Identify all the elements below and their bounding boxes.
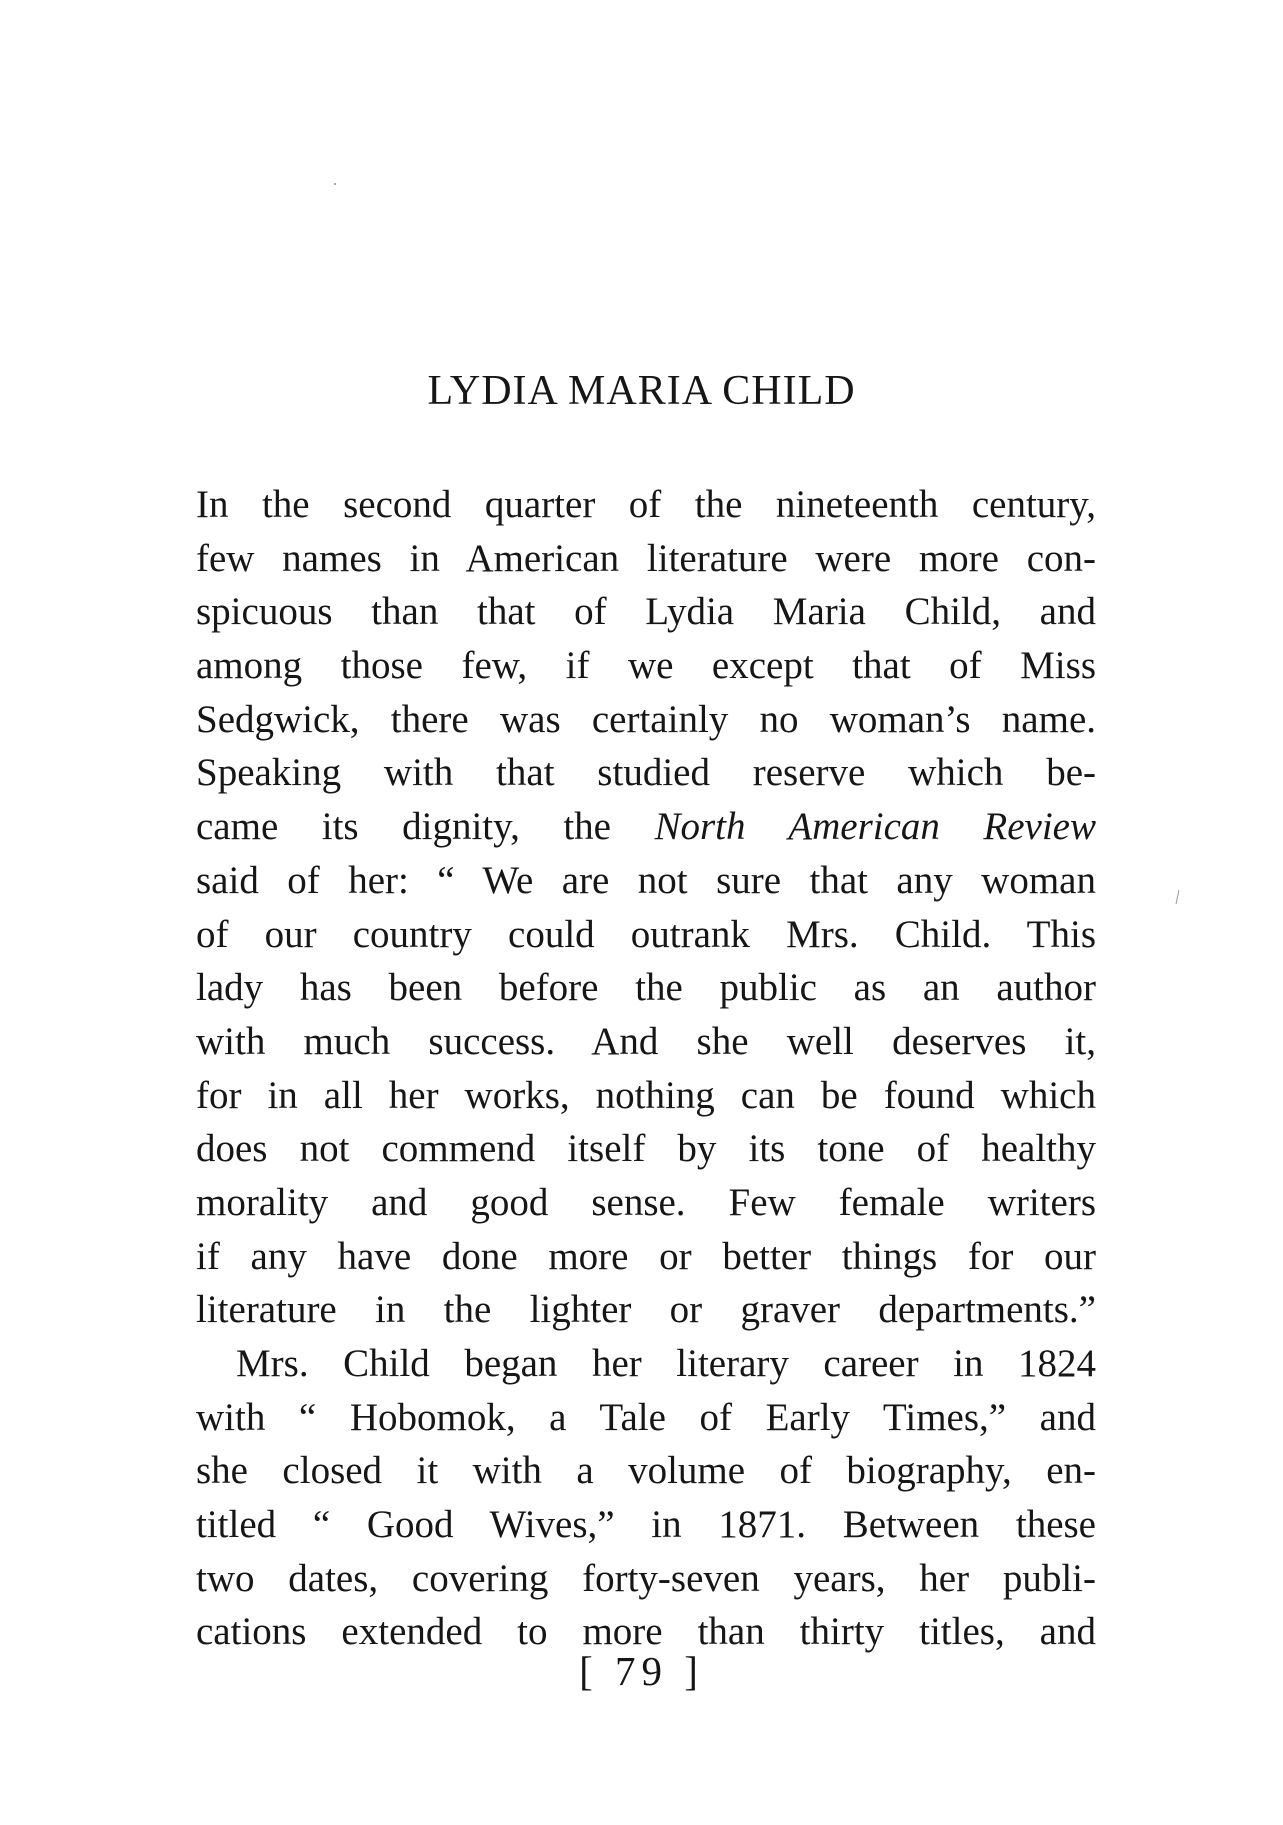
text-line: said of her: “ We are not sure that any woman: [196, 858, 1096, 902]
text-line: Speaking with that studied reserve which be-: [196, 751, 1096, 795]
text-line: she closed it with a volume of biography, en-: [196, 1449, 1096, 1493]
text-line: among those few, if we except that of Miss: [196, 644, 1096, 688]
text-line: lady has been before the public as an author: [196, 966, 1096, 1010]
text-line: literature in the lighter or graver departments.”: [196, 1288, 1096, 1332]
page-number: [ 79 ]: [579, 1648, 704, 1694]
text-line-with-italic: [196, 800, 1096, 854]
text-line: few names in American literature were more con-: [196, 536, 1096, 580]
paper-speck: [334, 183, 336, 185]
margin-mark: [1176, 890, 1180, 904]
text-line: for in all her works, nothing can be found which: [196, 1073, 1096, 1117]
text-line: morality and good sense. Few female writers: [196, 1180, 1096, 1224]
text-line: In the second quarter of the nineteenth century,: [196, 483, 1096, 526]
text-line: spicuous than that of Lydia Maria Child, and: [196, 590, 1096, 634]
text-line: with much success. And she well deserves it,: [196, 1019, 1096, 1063]
body-text: [196, 478, 1096, 1659]
text-line: Sedgwick, there was certainly no woman’s name.: [196, 697, 1096, 741]
italic-title: North American Review: [654, 805, 1096, 849]
text-line: of our country could outrank Mrs. Child. This: [196, 912, 1096, 956]
text-line: if any have done more or better things for our: [196, 1234, 1096, 1278]
text-line: with “ Hobomok, a Tale of Early Times,” and: [196, 1395, 1096, 1439]
text-line: titled “ Good Wives,” in 1871. Between these: [196, 1503, 1096, 1547]
text-line: does not commend itself by its tone of healthy: [196, 1127, 1096, 1171]
text-line: two dates, covering forty-seven years, her publi-: [196, 1556, 1096, 1600]
chapter-title: LYDIA MARIA CHILD: [427, 368, 856, 414]
paragraph-start-line: Mrs. Child began her literary career in 1824: [236, 1342, 1096, 1385]
text-segment: came its dignity, the: [196, 805, 611, 849]
text-line: cations extended to more than thirty titles, and: [196, 1610, 1096, 1654]
